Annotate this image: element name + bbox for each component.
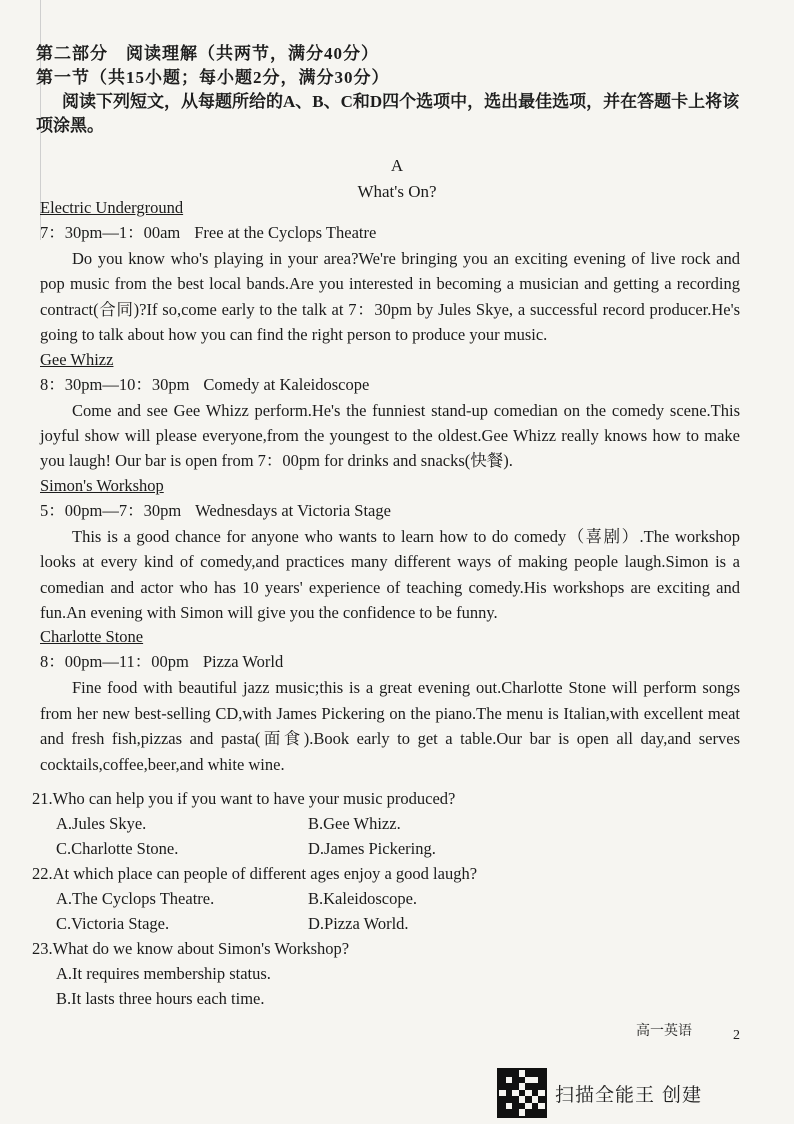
answer-options [32,961,752,1011]
event-name: Electric Underground [40,198,184,217]
subsection-heading: 第一节（共15小题；每小题2分，满分30分） [36,68,390,87]
option-b: B.It lasts three hours each time. [56,989,265,1008]
scanner-label: 扫描全能王 创建 [555,1083,703,1106]
passage-title: What's On? [357,182,437,201]
answer-options [32,886,752,936]
event-description: This is a good chance for anyone who wants to learn how to do comedy（喜剧）.The workshop looks at every kind of comedy,and practices many different ways of making people laugh.Simon is a comedian and actor who has 10 years' experience of teaching comedy.His workshops are exciting and fun.An evening with Simon will give you the confidence to be funny. [40,526,740,623]
event-charlotte-stone [40,625,740,777]
event-schedule [40,372,740,398]
event-place: Wednesdays at Victoria Stage [195,500,391,520]
option-a: A.It requires membership status. [56,964,271,983]
event-place: Free at the Cyclops Theatre [194,223,377,242]
event-name: Charlotte Stone [40,627,144,647]
instructions: 阅读下列短文，从每题所给的A、B、C和D四个选项中，选出最佳选项，并在答题卡上将该项涂黑。 [36,92,740,135]
scanner-watermark [497,1068,702,1118]
question-stem: 21.Who can help you if you want to have your music produced? [32,789,456,808]
option-a: A.Jules Skye. [56,814,147,833]
question-stem: 22.At which place can people of different ages enjoy a good laugh? [32,864,478,883]
passage-body [40,196,740,777]
option-d: D.James Pickering. [308,839,436,858]
event-schedule [40,220,740,246]
option-d: D.Pizza World. [308,914,409,933]
part-heading: 第二部分 阅读理解（共两节，满分40分） [36,44,379,63]
event-name: Gee Whizz [40,349,114,369]
event-description: Come and see Gee Whizz perform.He's the funniest stand-up comedian on the comedy scene.This joyful show will please everyone,from the youngest to the oldest.Gee Whizz really knows how to make you laugh! Our bar is open from 7：00pm for drinks and snacks(快餐). [40,400,740,471]
page-number: 2 [733,1028,740,1043]
event-place: Comedy at Kaleidoscope [203,374,370,394]
question-list [32,786,752,1011]
answer-options [32,811,752,861]
option-b: B.Kaleidoscope. [308,889,418,908]
event-simons-workshop [40,474,740,626]
event-electric-underground [40,196,740,348]
question-stem: 23.What do we know about Simon's Workshop? [32,939,350,958]
event-description: Fine food with beautiful jazz music;this is a great evening out.Charlotte Stone will perform songs from her new best-selling CD,with James Pickering on the piano.The menu is Italian,with excellent meat and fresh fish,pizzas and pasta(面食).Book early to get a table.Our bar is open all day,and serves cocktails,coffee,beer,and white wine. [40,678,740,774]
question-23 [32,936,752,1011]
event-description: Do you know who's playing in your area?We're bringing you an exciting evening of live rock and pop music from the best local bands.Are you interested in becoming a musician and getting a recording contract(合同)?If so,come early to the talk at 7：30pm by Jules Skye, a successful record producer.He's going to talk about how you can find the right person to produce your music. [40,249,740,345]
event-time: 8：00pm—11：00pm [40,652,189,672]
section-header [36,42,756,138]
qr-code-icon [497,1068,547,1118]
event-gee-whizz [40,348,740,474]
event-schedule [40,498,740,524]
event-time: 7：30pm—1：00am [40,223,181,242]
event-schedule [40,649,740,675]
event-name: Simon's Workshop [40,475,164,495]
event-time: 5：00pm—7：30pm [40,500,182,520]
footer-subject: 高一英语 [636,1024,692,1039]
option-a: A.The Cyclops Theatre. [56,889,215,908]
option-c: C.Victoria Stage. [56,914,170,933]
option-b: B.Gee Whizz. [308,814,401,833]
question-21 [32,786,752,861]
event-place: Pizza World [202,652,284,672]
question-22 [32,861,752,936]
passage-letter: A [390,156,404,175]
option-c: C.Charlotte Stone. [56,839,179,858]
event-time: 8：30pm—10：30pm [40,374,190,394]
